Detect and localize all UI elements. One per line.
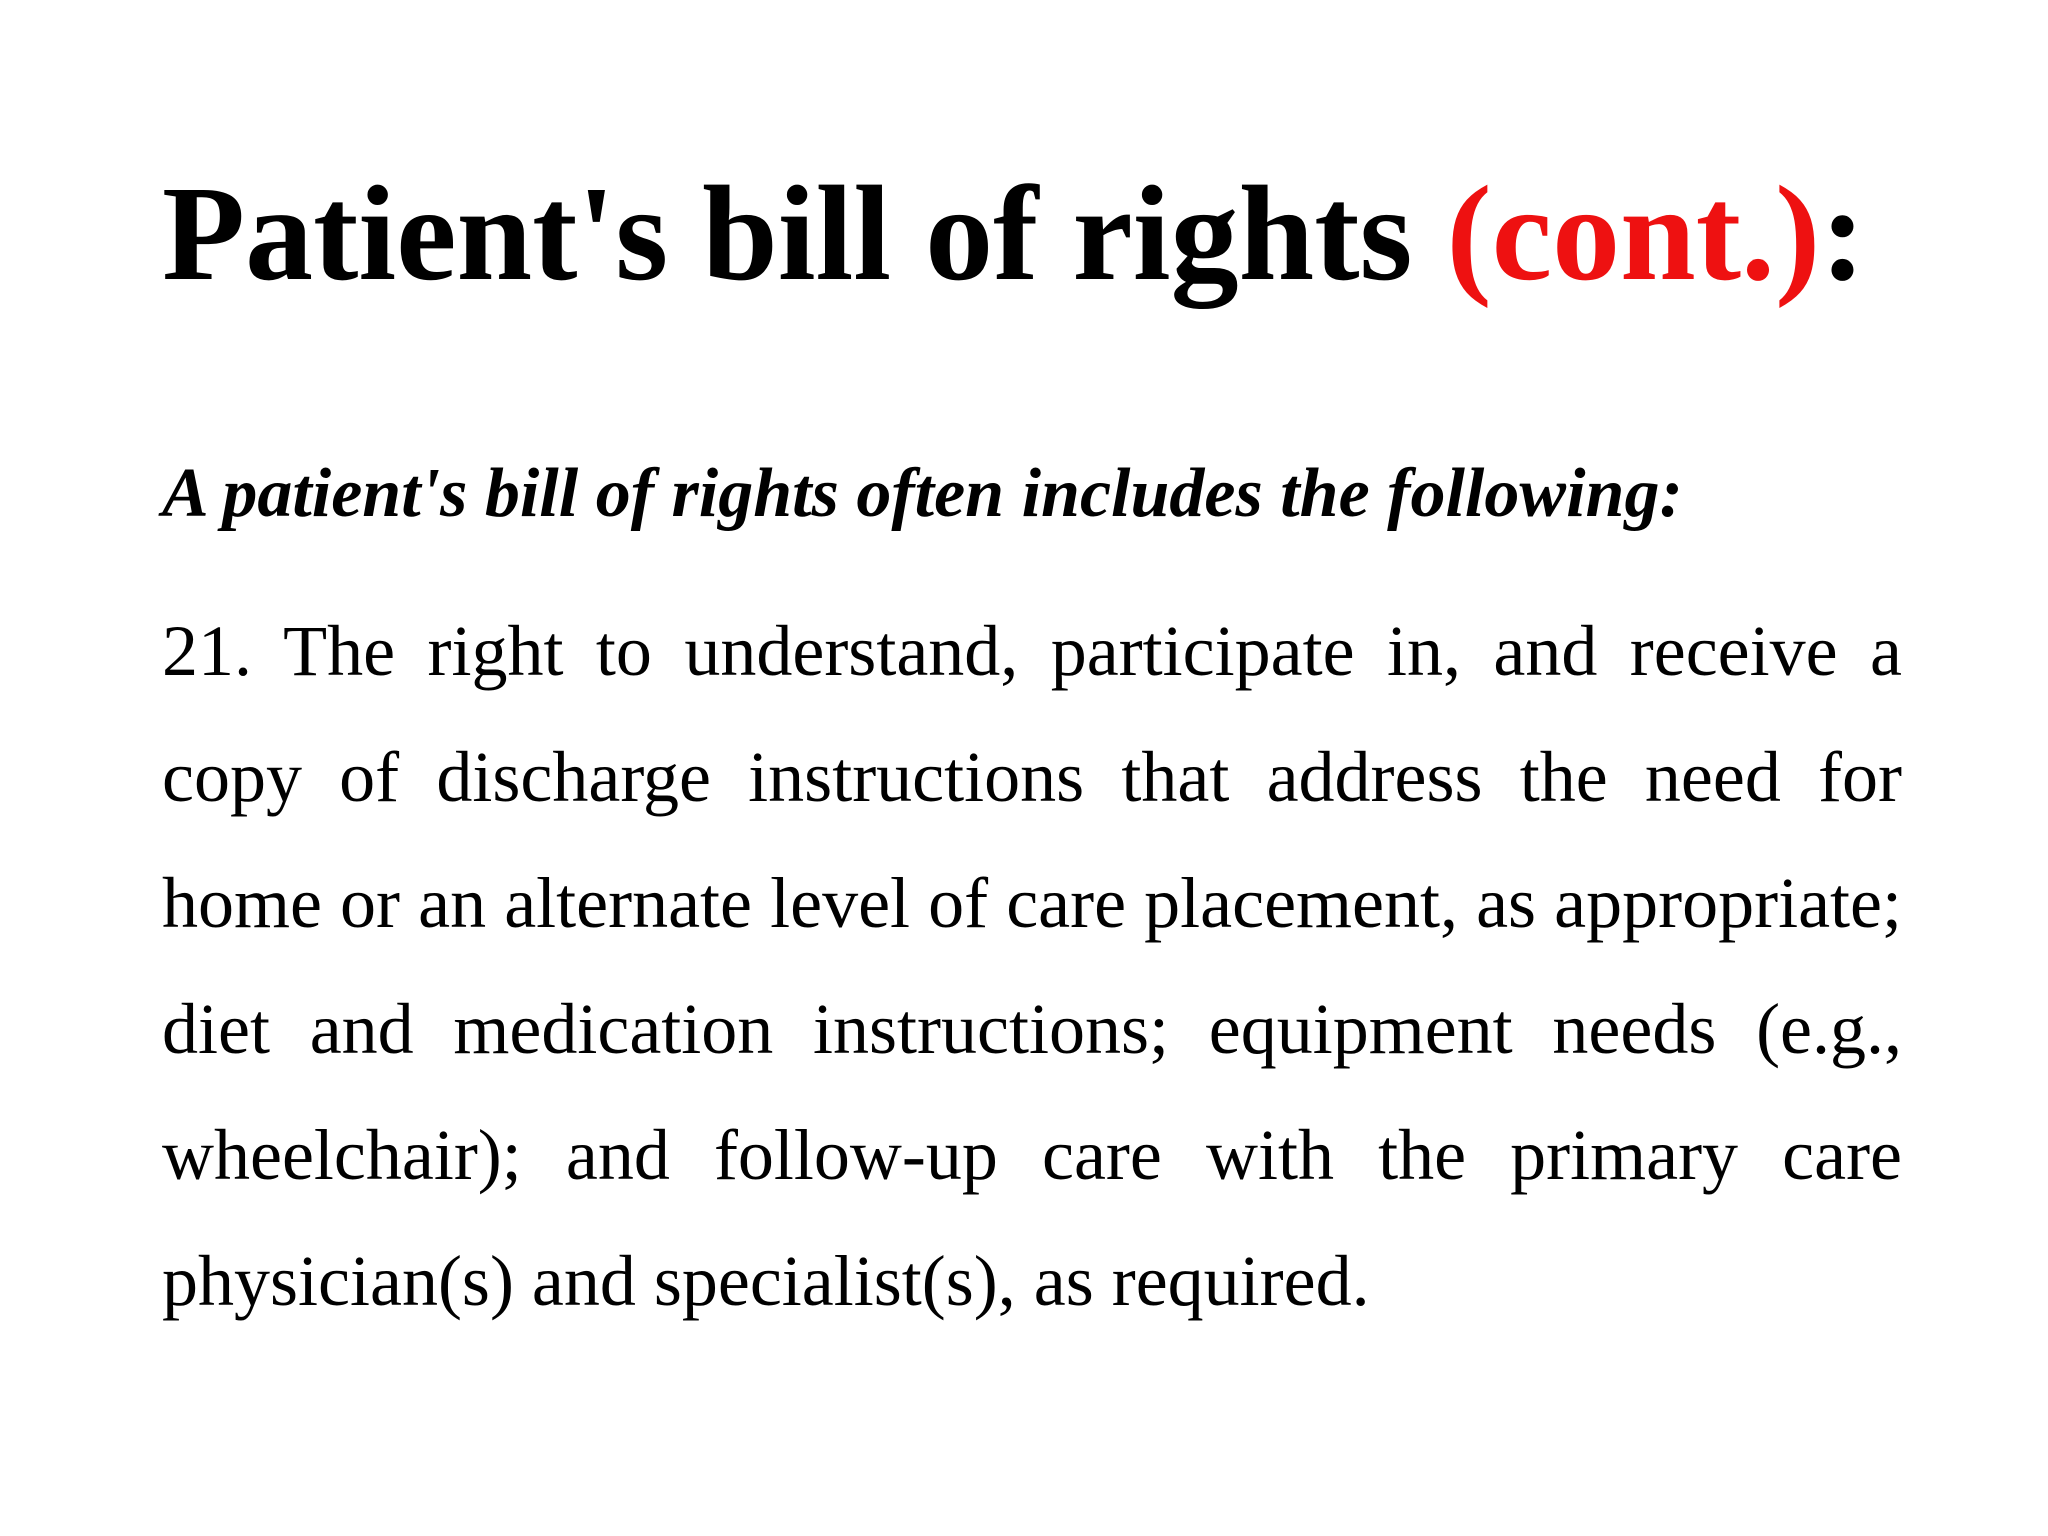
body-paragraph: 21. The right to understand, participate in, and receive a copy of discharge instructions that address the need for home or an alternate level of care placement, as appropriate; diet and medication instructions; equipment needs (e.g., wheelchair); and follow-up care with the primary care physician(s) and specialist(s), as required. xyxy=(162,611,1902,1321)
title-accent: (cont.) xyxy=(1446,159,1821,309)
title-suffix: : xyxy=(1820,159,1866,309)
page-title xyxy=(162,160,1866,310)
title-main: Patient's bill of rights xyxy=(162,159,1447,309)
subtitle: A patient's bill of rights often includes the following: xyxy=(162,455,1683,532)
